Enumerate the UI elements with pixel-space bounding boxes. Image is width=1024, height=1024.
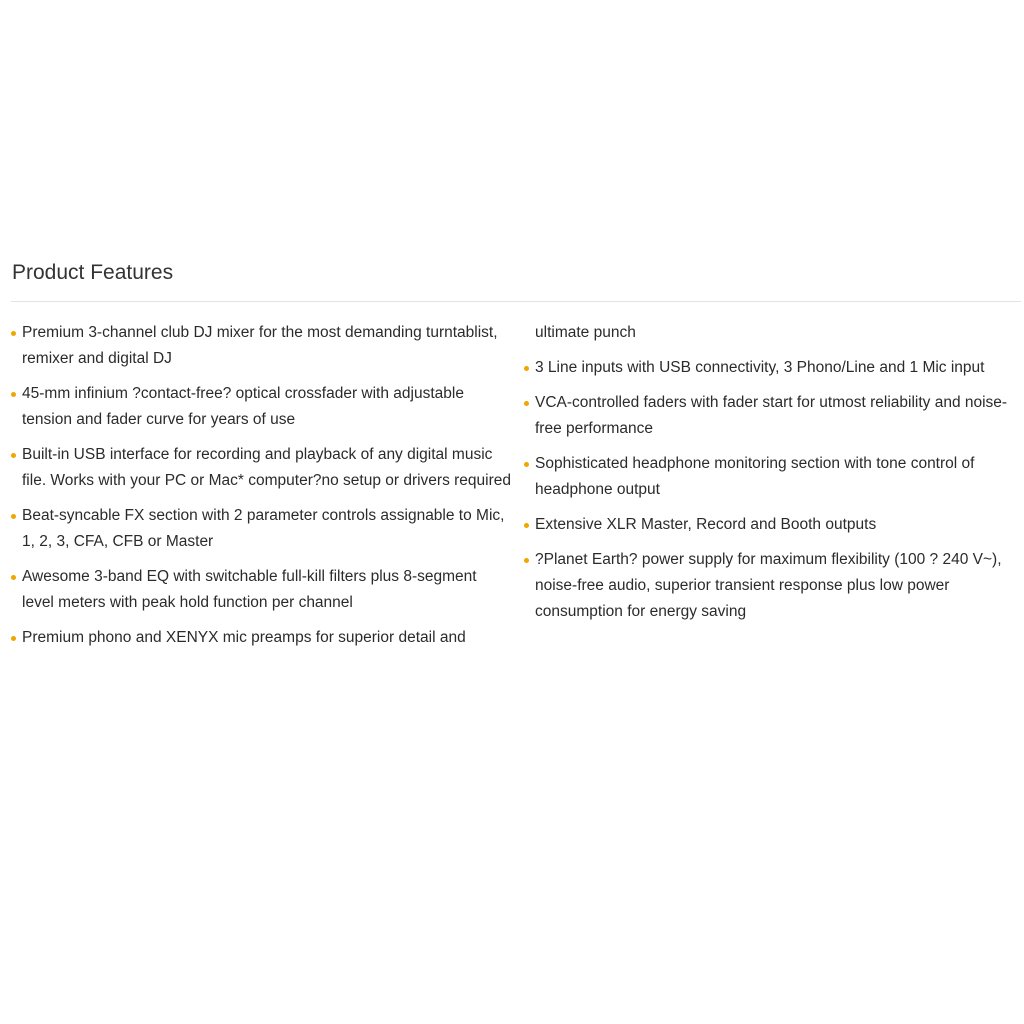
features-list-left (11, 320, 511, 660)
feature-item (11, 442, 511, 494)
feature-item (524, 512, 1021, 538)
feature-text: Awesome 3-band EQ with switchable full-kill filters plus 8-segment level meters with peak hold function per channel (22, 568, 477, 611)
bullet-icon (524, 558, 529, 563)
feature-text: Sophisticated headphone monitoring section with tone control of headphone output (535, 455, 975, 498)
features-list-right (524, 320, 1021, 634)
feature-text: ?Planet Earth? power supply for maximum flexibility (100 ? 240 V~), noise-free audio, superior transient response plus low power consumption for energy saving (535, 551, 1002, 620)
bullet-icon (524, 523, 529, 528)
product-features-section (11, 256, 1021, 646)
bullet-icon (524, 462, 529, 467)
feature-item (11, 625, 511, 651)
bullet-icon (11, 392, 16, 397)
feature-text: Beat-syncable FX section with 2 parameter controls assignable to Mic, 1, 2, 3, CFA, CFB or Master (22, 507, 505, 550)
feature-item (524, 547, 1021, 625)
feature-text: Extensive XLR Master, Record and Booth outputs (535, 516, 877, 533)
feature-text: 3 Line inputs with USB connectivity, 3 Phono/Line and 1 Mic input (535, 359, 985, 376)
bullet-icon (524, 401, 529, 406)
feature-text: 45-mm infinium ?contact-free? optical crossfader with adjustable tension and fader curve for years of use (22, 385, 464, 428)
feature-text: Premium phono and XENYX mic preamps for superior detail and (22, 629, 466, 646)
feature-text: VCA-controlled faders with fader start for utmost reliability and noise-free performance (535, 394, 1008, 437)
feature-item (11, 320, 511, 372)
feature-text: Premium 3-channel club DJ mixer for the most demanding turntablist, remixer and digital DJ (22, 324, 498, 367)
bullet-icon (11, 575, 16, 580)
bullet-icon (524, 366, 529, 371)
feature-item (524, 355, 1021, 381)
bullet-icon (11, 453, 16, 458)
feature-item (11, 564, 511, 616)
bullet-icon (11, 636, 16, 641)
feature-text: Built-in USB interface for recording and playback of any digital music file. Works with your PC or Mac* computer?no setup or drivers required (22, 446, 512, 489)
feature-item (11, 381, 511, 433)
title-divider (11, 301, 1021, 302)
bullet-icon (11, 514, 16, 519)
section-title: Product Features (12, 261, 174, 284)
feature-item-continuation: ultimate punch (535, 324, 636, 341)
bullet-icon (11, 331, 16, 336)
feature-item (524, 451, 1021, 503)
feature-item (524, 390, 1021, 442)
feature-item (11, 503, 511, 555)
